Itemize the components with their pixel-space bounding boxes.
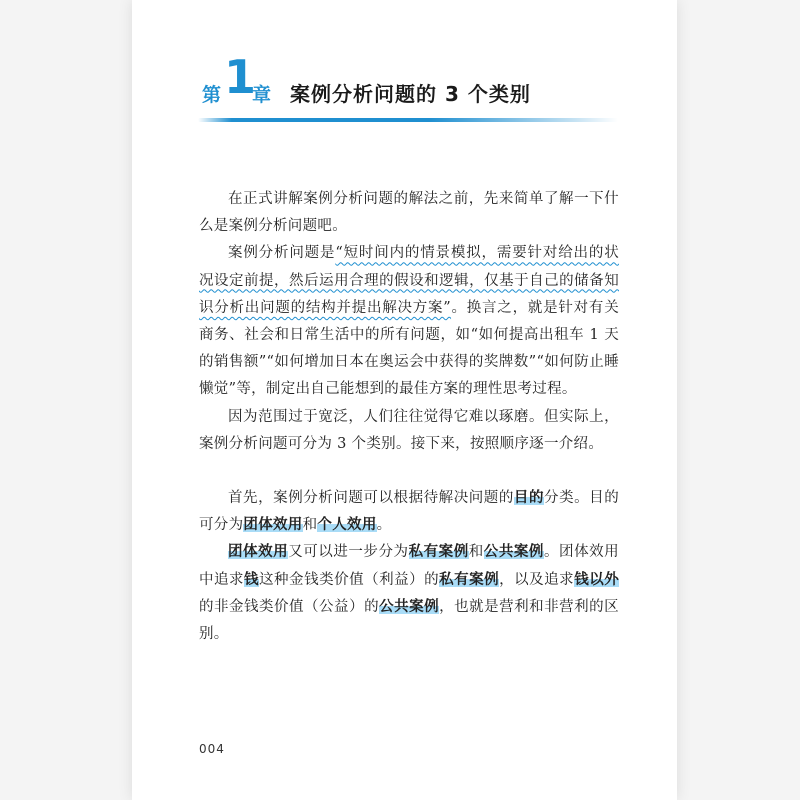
paragraph-4 <box>199 485 619 539</box>
p5-text-1: 又可以进一步分为 <box>288 544 409 561</box>
p4-text-3: 和 <box>302 517 318 534</box>
highlight-private-case-2: 私有案例 <box>439 571 500 588</box>
p5-text-2: 和 <box>468 544 484 561</box>
paragraph-5 <box>199 539 619 648</box>
body-text <box>199 186 619 648</box>
chapter-number: 1 <box>224 50 257 104</box>
highlight-group-utility: 团体效用 <box>243 517 303 534</box>
paragraph-3: 因为范围过于宽泛，人们往往觉得它难以琢磨。但实际上，案例分析问题可分为 3 个类别。接下来，按照顺序逐一介绍。 <box>199 408 619 452</box>
p5-text-3: 。团体效用中追求 <box>199 544 619 588</box>
p5-text-5: ，以及追求 <box>499 571 575 588</box>
highlight-non-money: 钱以外 <box>574 571 619 588</box>
p2-lead: 案例分析问题是 <box>228 245 336 262</box>
highlight-money: 钱 <box>244 571 260 588</box>
page-number: 004 <box>199 742 225 756</box>
paragraph-spacer <box>199 458 619 485</box>
highlight-private-case: 私有案例 <box>408 544 469 561</box>
p4-text-1: 首先，案例分析问题可以根据待解决问题的 <box>228 490 514 507</box>
p5-text-4: 这种金钱类价值（利益）的 <box>259 571 440 588</box>
highlight-public-case: 公共案例 <box>483 544 544 561</box>
highlight-personal-utility: 个人效用 <box>317 517 377 534</box>
chapter-prefix: 第 <box>202 84 222 106</box>
paragraph-1: 在正式讲解案例分析问题的解法之前，先来简单了解一下什么是案例分析问题吧。 <box>199 191 619 235</box>
p5-text-7: ，也就是营利和非营利的区别。 <box>199 598 619 643</box>
chapter-heading <box>202 50 642 110</box>
definition-quote: “短时间内的情景模拟，需要针对给出的状况设定前提，然后运用合理的假设和逻辑，仅基于自己的储备知识分析出问题的结构并提出解决方案” <box>199 245 619 316</box>
highlight-purpose: 目的 <box>513 490 545 507</box>
p4-text-4: 。 <box>376 517 392 534</box>
p5-text-6: 的非金钱类价值（公益）的 <box>199 598 380 615</box>
highlight-group-utility-2: 团体效用 <box>228 544 289 561</box>
title-divider <box>198 118 618 122</box>
chapter-suffix: 章 <box>252 84 272 106</box>
p2-rest: 。换言之，就是针对有关商务、社会和日常生活中的所有问题，如“如何提高出租车 1 天的销售额”“如何增加日本在奥运会中获得的奖牌数”“如何防止睡懒觉”等，制定出自己能想到的最佳方案的理性思考过程。 <box>199 299 619 398</box>
paragraph-2 <box>199 240 619 403</box>
p4-text-2: 分类。目的可分为 <box>199 490 620 534</box>
chapter-title: 案例分析问题的 3 个类别 <box>290 82 531 106</box>
highlight-public-case-2: 公共案例 <box>379 598 440 615</box>
book-page <box>132 0 677 800</box>
